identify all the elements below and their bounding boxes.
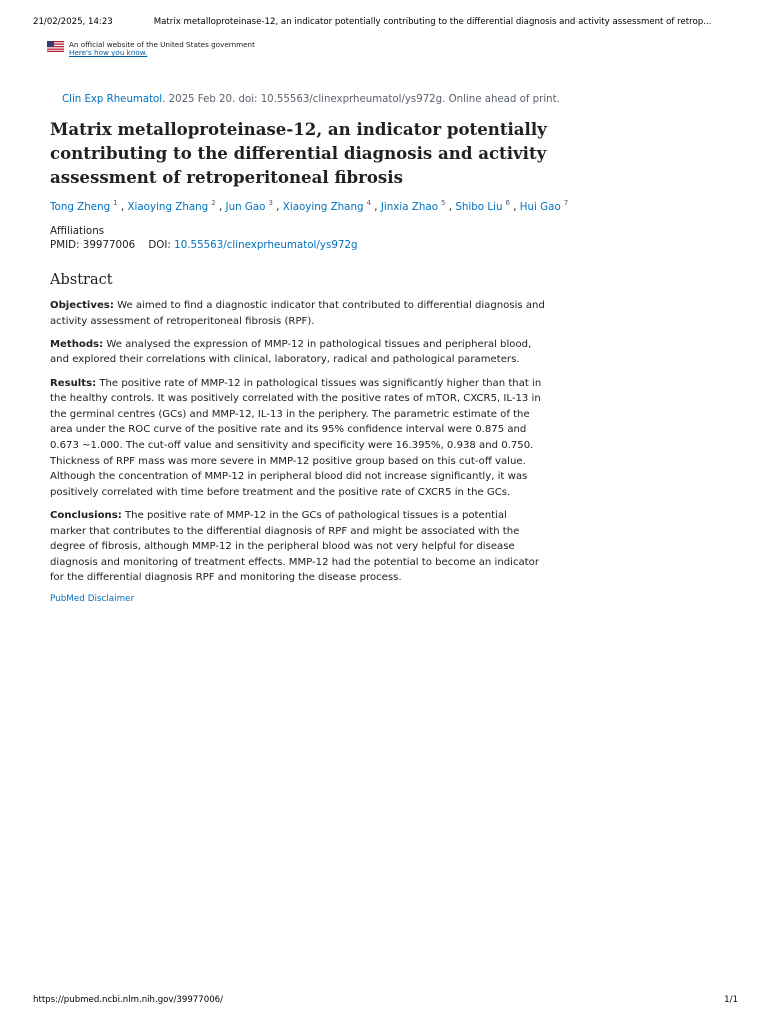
author-link[interactable]: Shibo Liu (455, 201, 503, 213)
section-label: Methods: (50, 338, 104, 350)
author-affiliation-number[interactable]: 2 (211, 199, 216, 207)
pubmed-disclaimer-link[interactable]: PubMed Disclaimer (50, 594, 135, 604)
gov-banner-link[interactable]: Here's how you know. (69, 48, 148, 57)
print-page-number: 1/1 (724, 995, 738, 1005)
section-text: The positive rate of MMP-12 in the GCs of pathological tissues is a potential marker that contributes to the differential diagnosis of RPF and might be associated with the degree of fibrosis, although MMP-12 in the peripheral blood was not very helpful for disease diagnosis and monitoring of treatment effects. MMP-12 had the potential to become an indicator for the differential diagnosis RPF and monitoring the disease process. (50, 509, 539, 584)
journal-link[interactable]: Clin Exp Rheumatol. (62, 94, 166, 105)
author-link[interactable]: Jun Gao (225, 201, 266, 213)
print-page-title: Matrix metalloproteinase-12, an indicator potentially contributing to the differential diagnosis and activity assessment of retrop... (153, 17, 712, 27)
author-list: Tong Zheng $^1$ , Xiaoying Zhang $^2$ , Jun Gao $^3$ , Xiaoying Zhang $^4$ , Jinxia Zhao $^5$ , Shibo Liu $^6$ , Hui Gao $^7$ (50, 199, 569, 213)
citation (62, 94, 560, 105)
author-affiliation-number[interactable]: 6 (505, 199, 510, 207)
abstract-body (50, 298, 545, 593)
gov-banner-text: An official website of the United States government (69, 40, 255, 49)
author-link[interactable]: Xiaoying Zhang (127, 201, 209, 213)
section-label: Conclusions: (50, 509, 122, 521)
print-datetime: 21/02/2025, 14:23 (33, 17, 113, 27)
abstract-section-results (50, 376, 545, 501)
author-link[interactable]: Tong Zheng (50, 201, 111, 213)
citation-details: 2025 Feb 20. doi: 10.55563/clinexprheumatol/ys972g. Online ahead of print. (165, 94, 560, 105)
section-text: The positive rate of MMP-12 in pathological tissues was significantly higher than that in the healthy controls. It was positively correlated with the positive rates of mTOR, CXCR5, IL-13 in the germinal centres (GCs) and MMP-12, IL-13 in the periphery. The parametric estimate of the area under the ROC curve of the positive rate and its 95% confidence interval were 0.875 and 0.673 ~1.000. The cut-off value and sensitivity and specificity were 16.395%, 0.938 and 0.750. Thickness of RPF mass was more severe in MMP-12 positive group based on this cut-off value. Although the concentration of MMP-12 in peripheral blood did not increase significantly, it was positively correlated with time before treatment and the positive rate of CXCR5 in the GCs. (50, 377, 542, 498)
abstract-section-conclusions (50, 508, 545, 586)
doi-link[interactable]: 10.55563/clinexprheumatol/ys972g (174, 239, 358, 251)
section-label: Objectives: (50, 300, 114, 311)
abstract-section-objectives (50, 298, 545, 329)
affiliations-toggle[interactable]: Affiliations (50, 225, 105, 237)
print-url: https://pubmed.ncbi.nlm.nih.gov/39977006/ (33, 995, 224, 1005)
author-affiliation-number[interactable]: 7 (563, 199, 569, 207)
article-title: Matrix metalloproteinase-12, an indicator potentially contributing to the differential diagnosis and activity assessment of retroperitoneal fibrosis (50, 119, 547, 187)
author-link[interactable]: Jinxia Zhao (380, 201, 439, 213)
section-text: We aimed to find a diagnostic indicator that contributed to differential diagnosis and activity assessment of retroperitoneal fibrosis (RPF). (50, 300, 545, 327)
author-affiliation-number[interactable]: 5 (441, 199, 446, 207)
abstract-section-methods (50, 337, 545, 368)
section-label: Results: (50, 377, 97, 389)
author-link[interactable]: Xiaoying Zhang (282, 201, 364, 213)
print-header (33, 17, 743, 27)
pmid: PMID: 39977006 (50, 239, 136, 251)
author-link[interactable]: Hui Gao (519, 201, 561, 213)
section-text: We analysed the expression of MMP-12 in pathological tissues and peripheral blood, and explored their correlations with clinical, laboratory, radical and pathological parameters. (50, 338, 532, 366)
author-affiliation-number[interactable]: 3 (268, 199, 273, 207)
author-affiliation-number[interactable]: 1 (113, 199, 118, 207)
article-identifiers (50, 239, 358, 251)
abstract-heading: Abstract (50, 272, 113, 288)
doi-label: DOI: (148, 239, 175, 251)
us-flag-icon (47, 41, 64, 52)
author-affiliation-number[interactable]: 4 (366, 199, 372, 207)
